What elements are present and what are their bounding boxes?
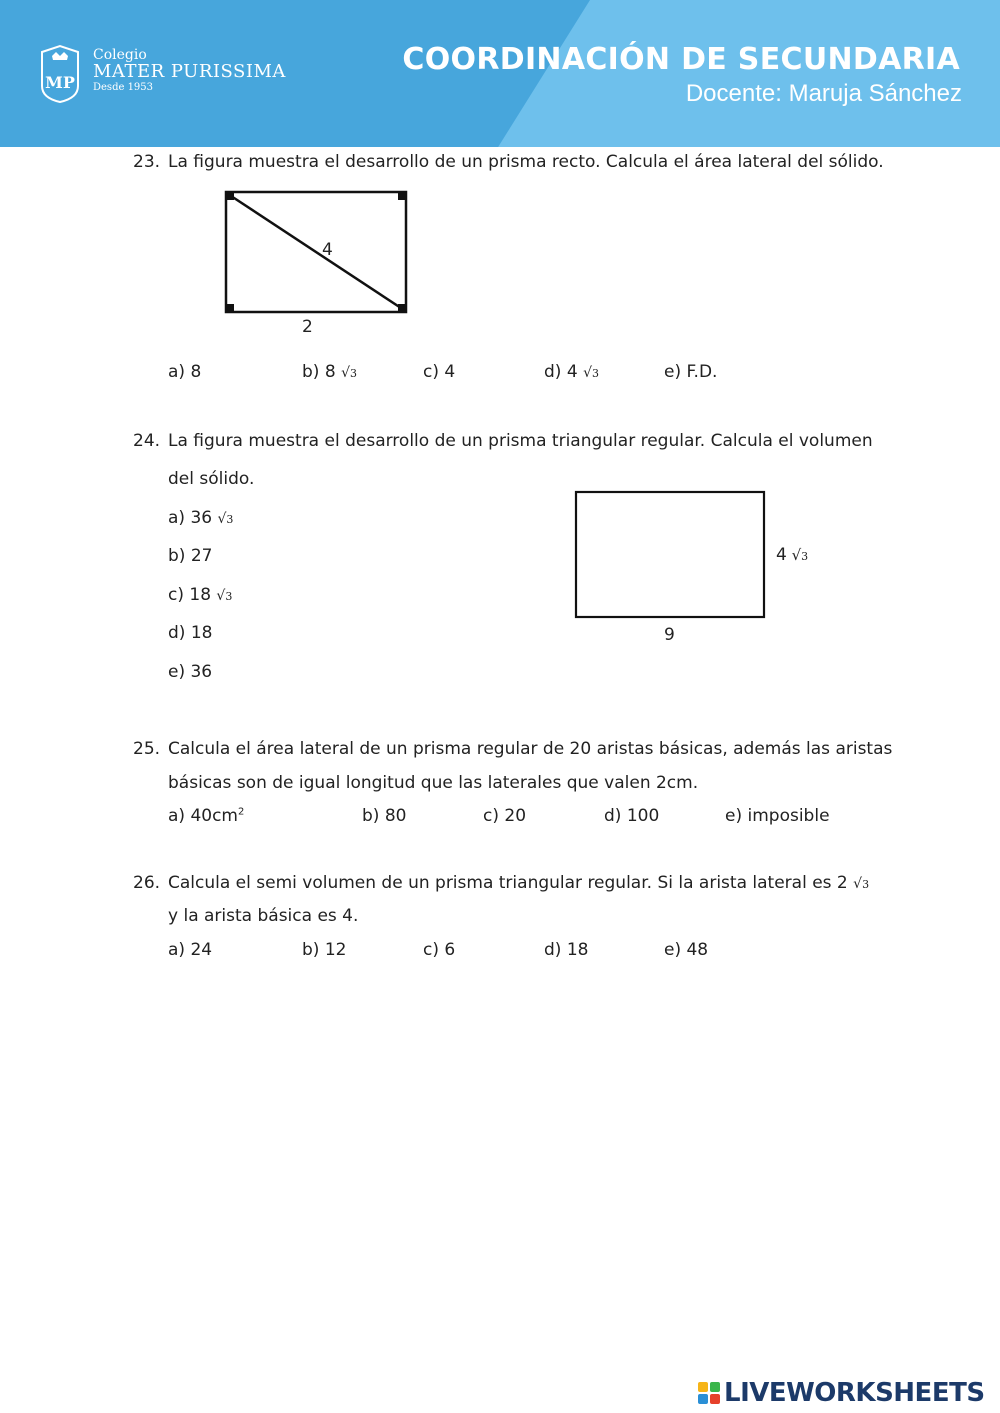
question-25-text-line2: básicas son de igual longitud que las laterales que valen 2cm.: [168, 773, 699, 793]
q25-option-e[interactable]: e) imposible: [725, 806, 830, 826]
q26-option-d[interactable]: d) 18: [544, 940, 589, 960]
diagonal-line: [228, 194, 404, 310]
question-23-number: 23.: [133, 152, 161, 172]
question-25-number: 25.: [133, 739, 161, 759]
q23-option-e[interactable]: e) F.D.: [664, 362, 718, 382]
sqrt-icon: √3: [217, 511, 234, 527]
logo-monogram: MP: [45, 73, 75, 92]
liveworksheets-logo[interactable]: [698, 1378, 985, 1408]
logo-founded: Desde 1953: [93, 82, 154, 93]
q25-option-a[interactable]: a) $40cm^2$: [168, 806, 245, 826]
corner-mark: [226, 304, 234, 312]
sqrt-icon: √3: [583, 365, 599, 381]
rectangle-net: [576, 492, 764, 617]
q26-option-e[interactable]: e) 48: [664, 940, 709, 960]
teacher-name: Docente: Maruja Sánchez: [685, 80, 962, 107]
base-label: 9: [664, 625, 675, 645]
corner-mark: [226, 192, 234, 200]
question-23-diagram: [220, 186, 420, 341]
q24-option-d[interactable]: d) 18: [168, 623, 213, 643]
page-header: [0, 0, 1000, 147]
question-24-text-line2: del sólido.: [168, 469, 255, 489]
corner-mark: [398, 192, 406, 200]
q25-option-b[interactable]: b) 80: [362, 806, 407, 826]
q24-option-a[interactable]: a) 36 √3: [168, 508, 234, 528]
page-title: COORDINACIÓN DE SECUNDARIA: [402, 42, 960, 77]
logo-school-name: MATER PURISSIMA: [93, 61, 286, 82]
question-24-number: 24.: [133, 431, 161, 451]
sqrt-icon: √3: [341, 365, 357, 381]
height-label: 4 √3: [776, 545, 809, 565]
sqrt-icon: √3: [853, 876, 870, 892]
question-26-number: 26.: [133, 873, 161, 893]
question-23-text: La figura muestra el desarrollo de un prisma recto. Calcula el área lateral del sólido.: [168, 152, 884, 172]
q23-option-b[interactable]: b) 8 √3: [302, 362, 357, 382]
q23-option-d[interactable]: d) 4 √3: [544, 362, 599, 382]
q26-option-c[interactable]: c) 6: [423, 940, 456, 960]
logo-colegio: Colegio: [93, 47, 147, 63]
sqrt-icon: √3: [216, 588, 233, 604]
q26-option-b[interactable]: b) 12: [302, 940, 347, 960]
q23-option-c[interactable]: c) 4: [423, 362, 456, 382]
q26-option-a[interactable]: a) 24: [168, 940, 213, 960]
q25-option-d[interactable]: d) 100: [604, 806, 660, 826]
base-label: 2: [302, 317, 313, 337]
question-26-text-line2: y la arista básica es 4.: [168, 906, 359, 926]
question-24-diagram: [570, 486, 830, 651]
question-25-text-line1: Calcula el área lateral de un prisma regular de 20 aristas básicas, además las aristas: [168, 739, 893, 759]
diagonal-label: 4: [322, 240, 333, 260]
q24-option-c[interactable]: c) 18 √3: [168, 585, 233, 605]
liveworksheets-mark-icon: [698, 1382, 720, 1404]
question-26-text-line1: Calcula el semi volumen de un prisma triangular regular. Si la arista lateral es 2 √3: [168, 873, 870, 893]
q25-option-c[interactable]: c) 20: [483, 806, 527, 826]
school-crest-icon: [40, 44, 80, 104]
q24-option-e[interactable]: e) 36: [168, 662, 213, 682]
corner-mark: [398, 304, 406, 312]
liveworksheets-brand: LIVEWORKSHEETS: [724, 1378, 985, 1408]
q23-option-a[interactable]: a) 8: [168, 362, 202, 382]
q24-option-b[interactable]: b) 27: [168, 546, 213, 566]
question-24-text-line1: La figura muestra el desarrollo de un prisma triangular regular. Calcula el volumen: [168, 431, 873, 451]
school-logo-text: [93, 48, 286, 94]
